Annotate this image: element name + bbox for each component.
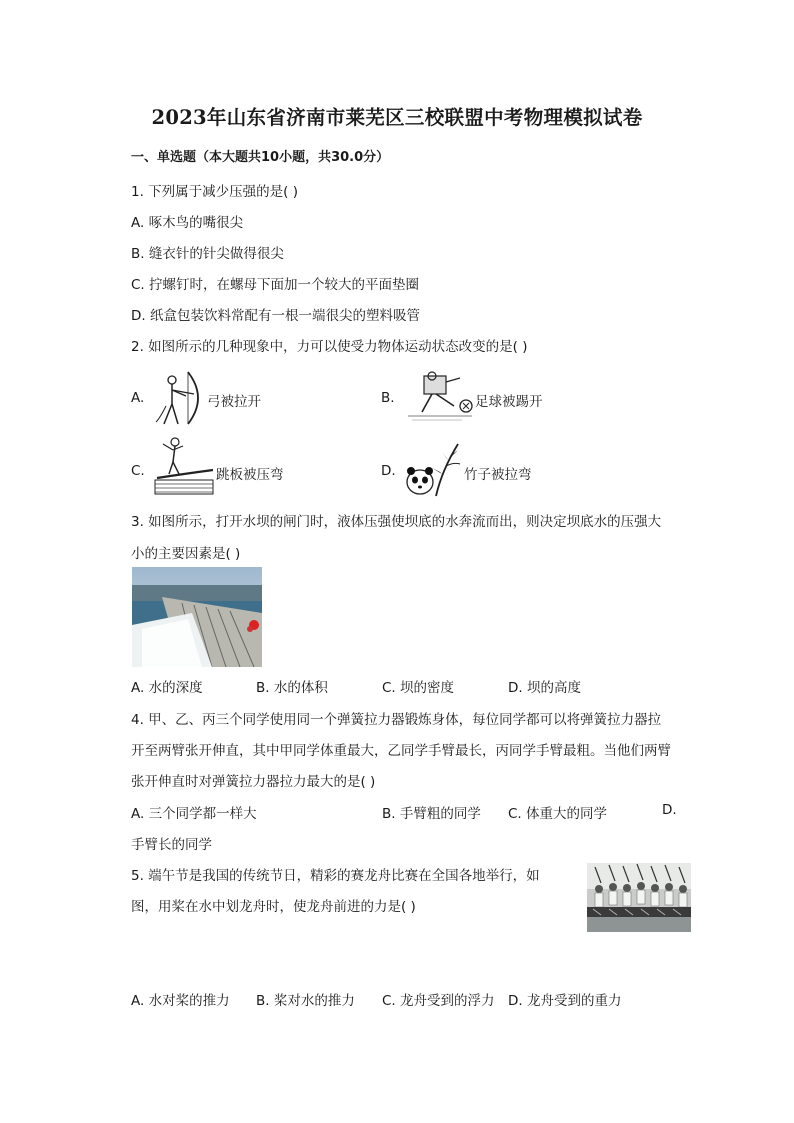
question-1-option-c: C. 拧螺钉时，在螺母下面加一个较大的平面垫圈 [131, 277, 420, 293]
question-1-option-b: B. 缝衣针的针尖做得很尖 [131, 246, 284, 262]
football-kick-icon [402, 370, 476, 426]
panda-bamboo-icon [402, 440, 462, 498]
question-3-option-c: C. 坝的密度 [382, 680, 455, 696]
question-4-stem-line-3: 张开伸直时对弹簧拉力器拉力最大的是( ) [131, 774, 376, 790]
question-4-option-d-continued: 手臂长的同学 [131, 837, 212, 853]
dam-photo [132, 567, 262, 667]
question-1-option-a: A. 啄木鸟的嘴很尖 [131, 215, 244, 231]
diving-board-icon [153, 436, 215, 498]
question-4-option-c: C. 体重大的同学 [508, 806, 608, 822]
question-2-stem: 2. 如图所示的几种现象中，力可以使受力物体运动状态改变的是( ) [131, 339, 528, 355]
question-5-option-a: A. 水对桨的推力 [131, 993, 230, 1009]
question-2-option-b-caption: 足球被踢开 [475, 394, 543, 410]
question-1-stem: 1. 下列属于减少压强的是( ) [131, 184, 298, 200]
question-2-option-d-caption: 竹子被拉弯 [464, 467, 532, 483]
question-4-option-b: B. 手臂粗的同学 [382, 806, 481, 822]
question-2-option-b-letter: B. [381, 390, 395, 406]
question-5-option-c: C. 龙舟受到的浮力 [382, 993, 495, 1009]
question-3-option-a: A. 水的深度 [131, 680, 203, 696]
question-2-option-c-letter: C. [131, 463, 145, 479]
page-title: 2023年山东省济南市莱芜区三校联盟中考物理模拟试卷 [151, 106, 643, 129]
question-4-stem-line-1: 4. 甲、乙、丙三个同学使用同一个弹簧拉力器锻炼身体，每位同学都可以将弹簧拉力器拉 [131, 712, 662, 728]
archer-bow-icon [150, 368, 212, 428]
question-5-option-b: B. 桨对水的推力 [256, 993, 355, 1009]
question-2-option-d-letter: D. [381, 463, 396, 479]
question-2-option-a-letter: A. [131, 390, 145, 406]
question-3-option-b: B. 水的体积 [256, 680, 328, 696]
question-4-stem-line-2: 开至两臂张开伸直，其中甲同学体重最大，乙同学手臂最长，丙同学手臂最粗。当他们两臂 [131, 743, 671, 759]
question-4-option-d: D. [662, 802, 677, 818]
question-1-option-d: D. 纸盒包装饮料常配有一根一端很尖的塑料吸管 [131, 308, 420, 324]
question-3-stem-line-2: 小的主要因素是( ) [131, 546, 241, 562]
section-heading: 一、单选题（本大题共10小题，共30.0分） [131, 150, 390, 165]
question-2-option-c-caption: 跳板被压弯 [216, 467, 284, 483]
question-4-option-a: A. 三个同学都一样大 [131, 806, 257, 822]
question-2-option-a-caption: 弓被拉开 [207, 394, 261, 410]
question-3-option-d: D. 坝的高度 [508, 680, 581, 696]
question-5-stem-line-2: 图，用桨在水中划龙舟时，使龙舟前进的力是( ) [131, 899, 416, 915]
question-5-stem-line-1: 5. 端午节是我国的传统节日，精彩的赛龙舟比赛在全国各地举行，如 [131, 868, 540, 884]
question-3-stem-line-1: 3. 如图所示，打开水坝的闸门时，液体压强使坝底的水奔流而出，则决定坝底水的压强大 [131, 514, 662, 530]
dragon-boat-photo [587, 863, 691, 932]
question-5-option-d: D. 龙舟受到的重力 [508, 993, 622, 1009]
